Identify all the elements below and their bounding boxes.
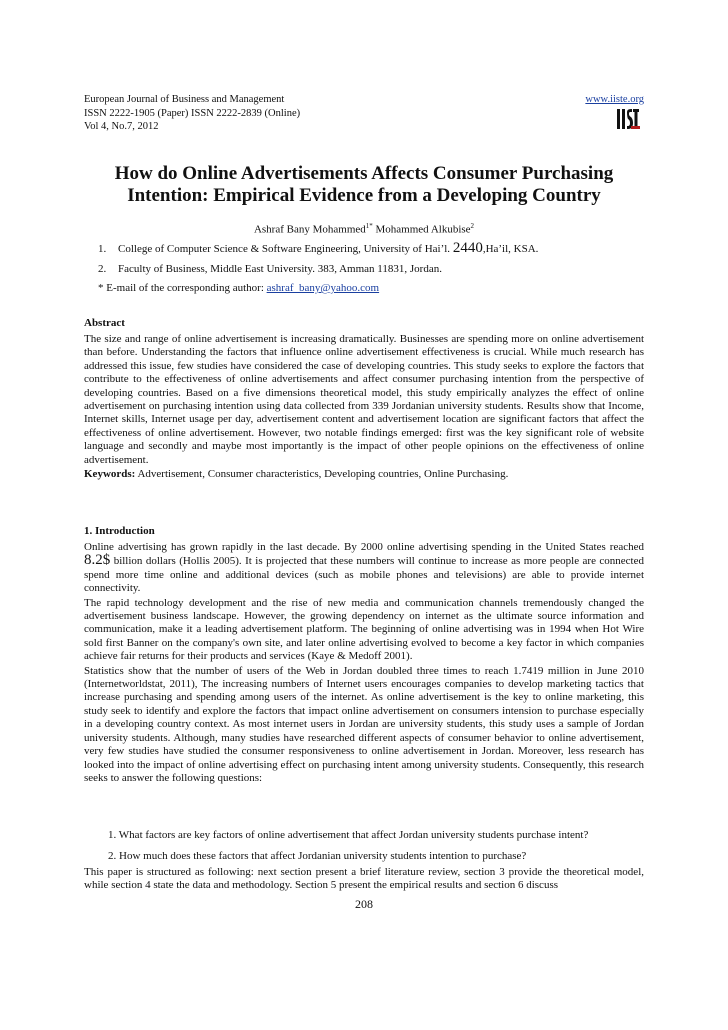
author-2-marker: 2	[470, 222, 475, 230]
title-line-2: Intention: Empirical Evidence from a Developing Country	[127, 185, 601, 206]
abstract-body	[84, 333, 644, 481]
affiliation-2: 2. Faculty of Business, Middle East University. 383, Amman 11831, Jordan.	[98, 263, 442, 275]
intro-paragraph-3: Statistics show that the number of users of the Web in Jordan doubled three times to reach 1.7419 million in June 2010 (Internetworldstat, 2011), The increasing numbers of Internet users encourages companies to develop marketing tactics that increase purchasing and spending among users of the internet. As online advertisement is the key to online marketing, this study seek to identify and explore the factors that impact online advertisement on consumers intension to purchase especially in a developing country context. As most internet users in Jordan are university students, this study uses a sample of Jordan university students. Although, many studies have researched different aspects of consumer behavior to online advertisement, very few studies have studied the consumer responsiveness to online advertisement in Jordan. Moreover, less research has looked into the impact of online advertising effect on purchasing intent among university students. Consequently, this research seeks to answer the following questions:	[84, 664, 644, 784]
research-question-2: 2. How much does these factors that affect Jordanian university students intention to purchase?	[108, 850, 527, 862]
keywords-label: Keywords:	[84, 468, 136, 481]
intro-paragraph-2: The rapid technology development and the rise of new media and communication channels tremendously changed the advertisement business landscape. However, the growing dependency on internet as the ultimate source information and communication, make it a leading advertisement platform. The beginning of online advertising was in 1994 when Hot Wire sold first Banner on the company's own site, and later online advertising evolved to become a key factor in which companies achieve fair returns for their products and services (Kaye & Medoff 2001).	[84, 596, 644, 663]
title-line-1: How do Online Advertisements Affects Consumer Purchasing	[114, 163, 614, 184]
page-number: 208	[355, 897, 373, 911]
author-list	[84, 222, 644, 236]
affiliation-1: 1. College of Computer Science & Software Engineering, University of Hai’l. 2440,Ha’il, KSA.	[98, 240, 539, 256]
journal-header	[84, 93, 644, 134]
abstract-heading: Abstract	[84, 317, 125, 329]
author-2: Mohammed Alkubise	[375, 223, 471, 236]
paper-title	[84, 163, 644, 207]
author-1: Ashraf Bany Mohammed	[253, 223, 366, 236]
volume-line: Vol 4, No.7, 2012	[84, 121, 159, 132]
research-question-1: 1. What factors are key factors of online advertisement that affect Jordan university students purchase intent?	[108, 829, 589, 841]
author-email-link[interactable]: ashraf_bany@yahoo.com	[266, 282, 380, 294]
intro-paragraph-1: Online advertising has grown rapidly in the last decade. By 2000 online advertising spending in the United States reached 8.2$ billion dollars (Hollis 2005). It is projected that these numbers will continue to increase as more people are connected spend more time online and additional devices (such as mobile phones and televisions) are able to provide internet connectivity.	[84, 541, 644, 595]
introduction-body	[84, 541, 644, 785]
keywords-text: Advertisement, Consumer characteristics, Developing countries, Online Purchasing.	[135, 468, 509, 481]
introduction-heading: 1. Introduction	[84, 525, 155, 537]
iiste-logo	[616, 108, 640, 130]
journal-name: European Journal of Business and Management	[84, 94, 285, 105]
intro-paragraph-4: This paper is structured as following: next section present a brief literature review, section 3 provide the theoretical model, while section 4 state the data and methodology. Section 5 present the empirical results and section 6 discuss	[84, 866, 644, 892]
author-1-marker: 1*	[365, 222, 373, 230]
keywords-line	[84, 468, 644, 481]
journal-url-link[interactable]: www.iiste.org	[585, 94, 644, 105]
issn-line: ISSN 2222-1905 (Paper) ISSN 2222-2839 (Online)	[84, 107, 301, 119]
corresponding-author: * E-mail of the corresponding author: ashraf_bany@yahoo.com	[98, 282, 380, 294]
abstract-text: The size and range of online advertisement is increasing dramatically. Businesses are spending more on online advertisement than before. Understanding the factors that influence online advertisement effectiveness is crucial. While much research has addressed this issue, few studies have considered the case of developing countries. This study seeks to explore the factors that contribute to the effectiveness of online advertisements and affect consumer purchasing intention from the perspective of developing countries. Based on a five dimensions theoretical model, this study empirically analyzes the effect of online advertisement on purchasing intention using data collected from 339 Jordanian university students. Results show that Income, Internet skills, Internet usage per day, advertisement content and advertisement location are significant factors that affect the effectiveness of online advertisement. However, two notable findings emerged: first was the key significant role of website language and secondly and maybe most importantly is the impact of other people opinions on the effectiveness of online advertisement.	[84, 333, 644, 466]
